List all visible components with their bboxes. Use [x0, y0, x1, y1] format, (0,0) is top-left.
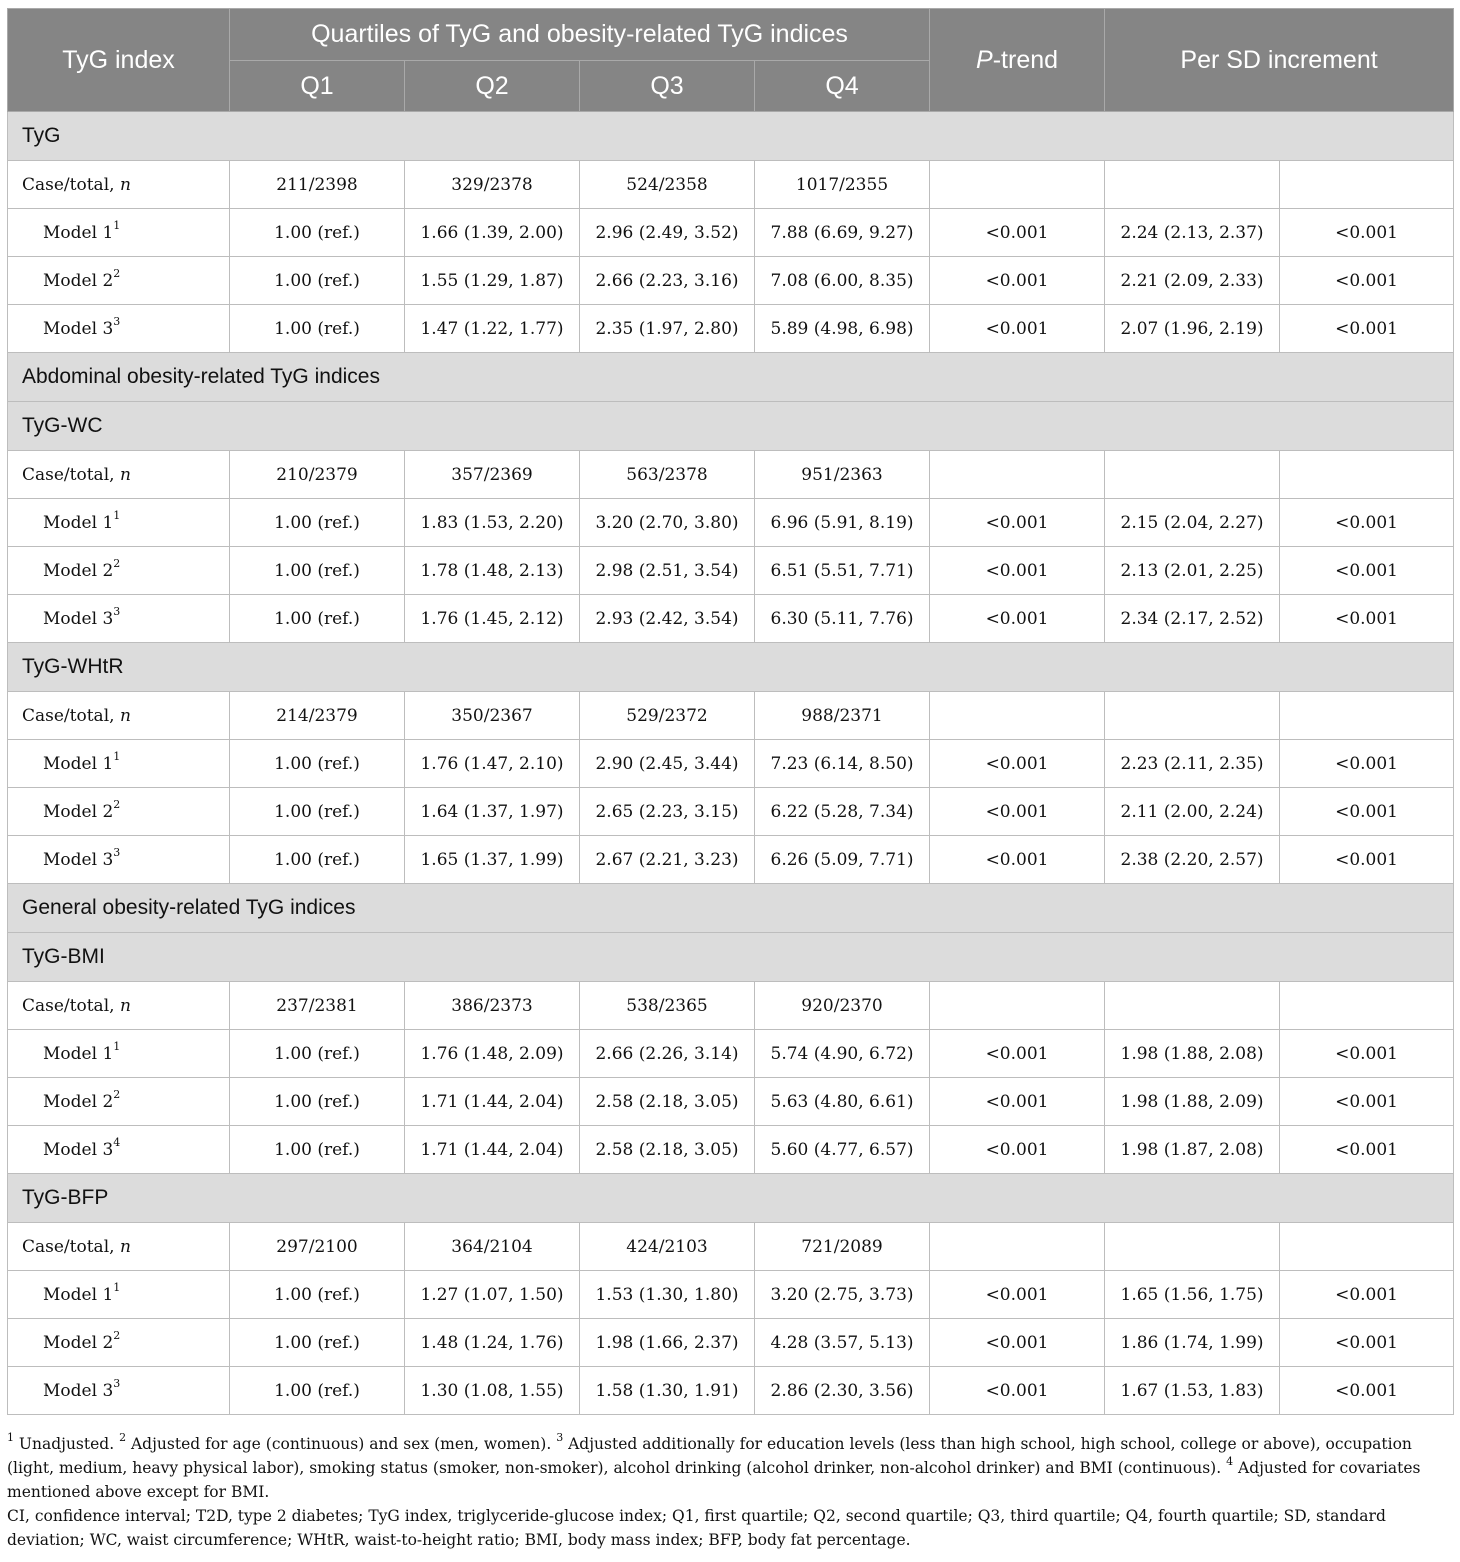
index-title: TyG: [8, 112, 1454, 161]
case-total-q2: 364/2104: [405, 1223, 580, 1271]
case-total-text: Case/total,: [22, 174, 120, 195]
case-total-row: [8, 692, 1454, 740]
model-sd-cell: 2.07 (1.96, 2.19): [1105, 305, 1280, 353]
case-total-q2: 386/2373: [405, 982, 580, 1030]
index-title-row: [8, 643, 1454, 692]
model-row: [8, 305, 1454, 353]
index-title: TyG-BFP: [8, 1174, 1454, 1223]
case-total-q4: 920/2370: [755, 982, 930, 1030]
empty-cell: [930, 692, 1105, 740]
model-q3-cell: 2.66 (2.23, 3.16): [580, 257, 755, 305]
case-total-q3: 424/2103: [580, 1223, 755, 1271]
model-sd-p-cell: <0.001: [1280, 547, 1454, 595]
model-sd-p-cell: <0.001: [1280, 499, 1454, 547]
header-quartiles: Quartiles of TyG and obesity-related TyG indices: [230, 9, 930, 61]
case-total-q3: 529/2372: [580, 692, 755, 740]
model-footnote-mark: 2: [113, 1328, 121, 1342]
model-q4-cell: 7.08 (6.00, 8.35): [755, 257, 930, 305]
model-q3-cell: 2.35 (1.97, 2.80): [580, 305, 755, 353]
model-q1-cell: 1.00 (ref.): [230, 836, 405, 884]
model-label-text: Model: [43, 1043, 103, 1064]
empty-cell: [1105, 692, 1280, 740]
index-title-row: [8, 1174, 1454, 1223]
case-total-row: [8, 982, 1454, 1030]
model-label-text: Model: [43, 1139, 103, 1160]
case-total-label: [8, 692, 230, 740]
model-label: [8, 1367, 230, 1415]
model-sd-p-cell: <0.001: [1280, 1078, 1454, 1126]
table-header: [8, 9, 1454, 112]
section-row: [8, 353, 1454, 402]
model-label-text: Model: [43, 560, 103, 581]
model-q4-cell: 5.89 (4.98, 6.98): [755, 305, 930, 353]
model-q3-cell: 2.66 (2.26, 3.14): [580, 1030, 755, 1078]
footnote-mark-4: 4: [1226, 1454, 1234, 1468]
model-footnote-mark: 3: [113, 314, 121, 328]
model-q3-cell: 2.65 (2.23, 3.15): [580, 788, 755, 836]
case-total-label: [8, 451, 230, 499]
footnotes: [7, 1432, 1453, 1552]
model-q1-cell: 1.00 (ref.): [230, 1030, 405, 1078]
empty-cell: [930, 161, 1105, 209]
case-total-n: n: [119, 1236, 131, 1257]
index-title: TyG-BMI: [8, 933, 1454, 982]
case-total-q4: 1017/2355: [755, 161, 930, 209]
footnote-abbreviations: CI, confidence interval; T2D, type 2 diabetes; TyG index, triglyceride-glucose index; Q1, first quartile; Q2, second quartile; Q3, third quartile; Q4, fourth quartile; SD, standard deviation; WC, waist circumference; WHtR, waist-to-height ratio; BMI, body mass index; BFP, body fat percentage.: [7, 1507, 1386, 1549]
case-total-label: [8, 1223, 230, 1271]
model-p-trend-cell: <0.001: [930, 1030, 1105, 1078]
model-label-text: Model: [43, 270, 103, 291]
model-sd-cell: 2.13 (2.01, 2.25): [1105, 547, 1280, 595]
footnote-mark-3: 3: [556, 1430, 564, 1444]
model-label: [8, 740, 230, 788]
model-q2-cell: 1.47 (1.22, 1.77): [405, 305, 580, 353]
footnote-mark-2: 2: [119, 1430, 127, 1444]
model-sd-p-cell: <0.001: [1280, 1030, 1454, 1078]
header-q4: Q4: [755, 61, 930, 112]
case-total-q3: 524/2358: [580, 161, 755, 209]
footnote-3: Adjusted additionally for education levels (less than high school, high school, college or above), occupation (light, medium, heavy physical labor), smoking status (smoker, non-smoker), alcohol drinking (alcohol drinker, non-alcohol drinker) and BMI (continuous).: [7, 1435, 1412, 1477]
empty-cell: [1280, 451, 1454, 499]
model-q4-cell: 6.30 (5.11, 7.76): [755, 595, 930, 643]
model-label-text: Model: [43, 849, 103, 870]
model-number: 2: [102, 801, 114, 822]
model-p-trend-cell: <0.001: [930, 788, 1105, 836]
model-number: 2: [102, 560, 114, 581]
empty-cell: [1105, 161, 1280, 209]
case-total-n: n: [119, 174, 131, 195]
model-q4-cell: 5.74 (4.90, 6.72): [755, 1030, 930, 1078]
model-label-text: Model: [43, 1332, 103, 1353]
case-total-q3: 563/2378: [580, 451, 755, 499]
model-footnote-mark: 3: [113, 845, 121, 859]
model-sd-cell: 2.24 (2.13, 2.37): [1105, 209, 1280, 257]
model-sd-cell: 1.67 (1.53, 1.83): [1105, 1367, 1280, 1415]
model-q4-cell: 2.86 (2.30, 3.56): [755, 1367, 930, 1415]
model-q4-cell: 7.23 (6.14, 8.50): [755, 740, 930, 788]
model-q3-cell: 2.67 (2.21, 3.23): [580, 836, 755, 884]
footnote-2: Adjusted for age (continuous) and sex (men, women).: [126, 1435, 557, 1453]
model-q3-cell: 2.90 (2.45, 3.44): [580, 740, 755, 788]
model-number: 3: [102, 1380, 114, 1401]
case-total-q1: 237/2381: [230, 982, 405, 1030]
model-label-text: Model: [43, 608, 103, 629]
model-p-trend-cell: <0.001: [930, 1271, 1105, 1319]
model-label: [8, 1271, 230, 1319]
model-q3-cell: 1.98 (1.66, 2.37): [580, 1319, 755, 1367]
model-number: 1: [102, 1284, 114, 1305]
model-q1-cell: 1.00 (ref.): [230, 257, 405, 305]
case-total-q1: 211/2398: [230, 161, 405, 209]
footnote-mark-1: 1: [7, 1430, 14, 1444]
model-p-trend-cell: <0.001: [930, 1078, 1105, 1126]
model-footnote-mark: 3: [113, 604, 121, 618]
model-q1-cell: 1.00 (ref.): [230, 1319, 405, 1367]
model-footnote-mark: 1: [113, 1039, 121, 1053]
model-label-text: Model: [43, 222, 103, 243]
model-q2-cell: 1.27 (1.07, 1.50): [405, 1271, 580, 1319]
model-label: [8, 499, 230, 547]
model-row: [8, 836, 1454, 884]
empty-cell: [1105, 982, 1280, 1030]
model-number: 2: [102, 1091, 114, 1112]
section-heading: Abdominal obesity-related TyG indices: [8, 353, 1454, 402]
model-sd-cell: 1.98 (1.88, 2.08): [1105, 1030, 1280, 1078]
index-title-row: [8, 402, 1454, 451]
model-label: [8, 1078, 230, 1126]
model-label: [8, 1319, 230, 1367]
footnote-models: [7, 1432, 1453, 1504]
model-p-trend-cell: <0.001: [930, 740, 1105, 788]
model-label-text: Model: [43, 512, 103, 533]
section-heading: General obesity-related TyG indices: [8, 884, 1454, 933]
case-total-q2: 350/2367: [405, 692, 580, 740]
model-number: 1: [102, 753, 114, 774]
model-sd-cell: 1.98 (1.88, 2.09): [1105, 1078, 1280, 1126]
model-number: 2: [102, 1332, 114, 1353]
model-number: 2: [102, 270, 114, 291]
empty-cell: [1280, 1223, 1454, 1271]
case-total-row: [8, 451, 1454, 499]
model-sd-p-cell: <0.001: [1280, 1126, 1454, 1174]
model-sd-p-cell: <0.001: [1280, 1319, 1454, 1367]
model-p-trend-cell: <0.001: [930, 305, 1105, 353]
model-sd-cell: 2.23 (2.11, 2.35): [1105, 740, 1280, 788]
case-total-q4: 988/2371: [755, 692, 930, 740]
model-sd-cell: 1.86 (1.74, 1.99): [1105, 1319, 1280, 1367]
model-label: [8, 547, 230, 595]
model-label-text: Model: [43, 753, 103, 774]
case-total-row: [8, 1223, 1454, 1271]
model-q2-cell: 1.76 (1.47, 2.10): [405, 740, 580, 788]
model-footnote-mark: 3: [113, 1376, 121, 1390]
model-label-text: Model: [43, 1284, 103, 1305]
header-q2: Q2: [405, 61, 580, 112]
model-row: [8, 740, 1454, 788]
model-p-trend-cell: <0.001: [930, 547, 1105, 595]
model-row: [8, 499, 1454, 547]
index-title: TyG-WHtR: [8, 643, 1454, 692]
model-q3-cell: 2.96 (2.49, 3.52): [580, 209, 755, 257]
model-q2-cell: 1.71 (1.44, 2.04): [405, 1126, 580, 1174]
model-q4-cell: 5.60 (4.77, 6.57): [755, 1126, 930, 1174]
case-total-row: [8, 161, 1454, 209]
model-p-trend-cell: <0.001: [930, 595, 1105, 643]
model-q2-cell: 1.64 (1.37, 1.97): [405, 788, 580, 836]
model-footnote-mark: 4: [113, 1135, 121, 1149]
case-total-label: [8, 161, 230, 209]
model-number: 3: [102, 318, 114, 339]
model-q3-cell: 2.58 (2.18, 3.05): [580, 1078, 755, 1126]
model-row: [8, 1319, 1454, 1367]
index-title-row: [8, 933, 1454, 982]
model-number: 1: [102, 1043, 114, 1064]
model-p-trend-cell: <0.001: [930, 257, 1105, 305]
model-label: [8, 305, 230, 353]
model-sd-cell: 2.21 (2.09, 2.33): [1105, 257, 1280, 305]
model-label: [8, 1126, 230, 1174]
model-sd-p-cell: <0.001: [1280, 209, 1454, 257]
model-q2-cell: 1.55 (1.29, 1.87): [405, 257, 580, 305]
model-q1-cell: 1.00 (ref.): [230, 305, 405, 353]
empty-cell: [930, 451, 1105, 499]
model-p-trend-cell: <0.001: [930, 1367, 1105, 1415]
model-q1-cell: 1.00 (ref.): [230, 209, 405, 257]
empty-cell: [1280, 982, 1454, 1030]
model-q4-cell: 6.96 (5.91, 8.19): [755, 499, 930, 547]
model-row: [8, 788, 1454, 836]
model-p-trend-cell: <0.001: [930, 1319, 1105, 1367]
model-sd-p-cell: <0.001: [1280, 1271, 1454, 1319]
case-total-n: n: [119, 705, 131, 726]
model-q3-cell: 2.93 (2.42, 3.54): [580, 595, 755, 643]
model-q3-cell: 2.58 (2.18, 3.05): [580, 1126, 755, 1174]
case-total-q2: 357/2369: [405, 451, 580, 499]
case-total-q1: 210/2379: [230, 451, 405, 499]
results-table: [7, 8, 1454, 1415]
empty-cell: [1105, 451, 1280, 499]
model-footnote-mark: 1: [113, 749, 121, 763]
case-total-q3: 538/2365: [580, 982, 755, 1030]
model-q4-cell: 4.28 (3.57, 5.13): [755, 1319, 930, 1367]
model-q1-cell: 1.00 (ref.): [230, 595, 405, 643]
model-sd-cell: 2.11 (2.00, 2.24): [1105, 788, 1280, 836]
header-p-trend: [930, 9, 1105, 112]
case-total-text: Case/total,: [22, 464, 120, 485]
model-q2-cell: 1.76 (1.45, 2.12): [405, 595, 580, 643]
model-q2-cell: 1.71 (1.44, 2.04): [405, 1078, 580, 1126]
empty-cell: [930, 1223, 1105, 1271]
model-row: [8, 209, 1454, 257]
case-total-q1: 214/2379: [230, 692, 405, 740]
model-label: [8, 257, 230, 305]
model-q2-cell: 1.48 (1.24, 1.76): [405, 1319, 580, 1367]
empty-cell: [1105, 1223, 1280, 1271]
model-q2-cell: 1.66 (1.39, 2.00): [405, 209, 580, 257]
model-p-trend-cell: <0.001: [930, 1126, 1105, 1174]
model-footnote-mark: 2: [113, 556, 121, 570]
model-sd-p-cell: <0.001: [1280, 595, 1454, 643]
model-label: [8, 1030, 230, 1078]
model-row: [8, 1078, 1454, 1126]
model-sd-cell: 2.34 (2.17, 2.52): [1105, 595, 1280, 643]
case-total-label: [8, 982, 230, 1030]
case-total-text: Case/total,: [22, 995, 120, 1016]
header-q1: Q1: [230, 61, 405, 112]
header-p-rest: -trend: [992, 45, 1059, 74]
case-total-q2: 329/2378: [405, 161, 580, 209]
case-total-q1: 297/2100: [230, 1223, 405, 1271]
model-footnote-mark: 2: [113, 797, 121, 811]
model-q1-cell: 1.00 (ref.): [230, 1271, 405, 1319]
model-footnote-mark: 2: [113, 266, 121, 280]
index-title-row: [8, 112, 1454, 161]
model-q2-cell: 1.65 (1.37, 1.99): [405, 836, 580, 884]
model-sd-p-cell: <0.001: [1280, 305, 1454, 353]
model-sd-cell: 2.15 (2.04, 2.27): [1105, 499, 1280, 547]
model-number: 3: [102, 608, 114, 629]
model-number: 3: [102, 1139, 114, 1160]
model-q3-cell: 1.53 (1.30, 1.80): [580, 1271, 755, 1319]
case-total-n: n: [119, 995, 131, 1016]
case-total-n: n: [119, 464, 131, 485]
model-sd-cell: 2.38 (2.20, 2.57): [1105, 836, 1280, 884]
model-q4-cell: 5.63 (4.80, 6.61): [755, 1078, 930, 1126]
model-q1-cell: 1.00 (ref.): [230, 1367, 405, 1415]
model-q1-cell: 1.00 (ref.): [230, 1078, 405, 1126]
model-q1-cell: 1.00 (ref.): [230, 1126, 405, 1174]
empty-cell: [1280, 692, 1454, 740]
index-title: TyG-WC: [8, 402, 1454, 451]
header-per-sd: Per SD increment: [1105, 9, 1454, 112]
model-q2-cell: 1.78 (1.48, 2.13): [405, 547, 580, 595]
model-row: [8, 547, 1454, 595]
header-q3: Q3: [580, 61, 755, 112]
model-q2-cell: 1.83 (1.53, 2.20): [405, 499, 580, 547]
table-body: [8, 112, 1454, 1415]
model-footnote-mark: 1: [113, 508, 121, 522]
model-sd-cell: 1.98 (1.87, 2.08): [1105, 1126, 1280, 1174]
empty-cell: [930, 982, 1105, 1030]
model-q4-cell: 6.26 (5.09, 7.71): [755, 836, 930, 884]
model-row: [8, 1271, 1454, 1319]
model-q4-cell: 6.22 (5.28, 7.34): [755, 788, 930, 836]
model-q1-cell: 1.00 (ref.): [230, 788, 405, 836]
model-number: 1: [102, 222, 114, 243]
model-label-text: Model: [43, 801, 103, 822]
model-sd-p-cell: <0.001: [1280, 836, 1454, 884]
model-sd-cell: 1.65 (1.56, 1.75): [1105, 1271, 1280, 1319]
model-p-trend-cell: <0.001: [930, 499, 1105, 547]
model-sd-p-cell: <0.001: [1280, 788, 1454, 836]
model-q3-cell: 2.98 (2.51, 3.54): [580, 547, 755, 595]
model-q1-cell: 1.00 (ref.): [230, 499, 405, 547]
model-sd-p-cell: <0.001: [1280, 1367, 1454, 1415]
model-number: 3: [102, 849, 114, 870]
empty-cell: [1280, 161, 1454, 209]
model-q1-cell: 1.00 (ref.): [230, 740, 405, 788]
model-row: [8, 595, 1454, 643]
model-label: [8, 788, 230, 836]
model-q2-cell: 1.30 (1.08, 1.55): [405, 1367, 580, 1415]
model-label: [8, 595, 230, 643]
model-label-text: Model: [43, 318, 103, 339]
model-number: 1: [102, 512, 114, 533]
model-label: [8, 209, 230, 257]
model-p-trend-cell: <0.001: [930, 836, 1105, 884]
model-q3-cell: 3.20 (2.70, 3.80): [580, 499, 755, 547]
model-q3-cell: 1.58 (1.30, 1.91): [580, 1367, 755, 1415]
model-row: [8, 257, 1454, 305]
model-p-trend-cell: <0.001: [930, 209, 1105, 257]
model-sd-p-cell: <0.001: [1280, 257, 1454, 305]
section-row: [8, 884, 1454, 933]
case-total-q4: 721/2089: [755, 1223, 930, 1271]
model-q4-cell: 7.88 (6.69, 9.27): [755, 209, 930, 257]
model-sd-p-cell: <0.001: [1280, 740, 1454, 788]
model-q1-cell: 1.00 (ref.): [230, 547, 405, 595]
model-q2-cell: 1.76 (1.48, 2.09): [405, 1030, 580, 1078]
footnote-1: Unadjusted.: [14, 1435, 120, 1453]
header-p-italic: P: [976, 45, 993, 74]
model-q4-cell: 3.20 (2.75, 3.73): [755, 1271, 930, 1319]
model-footnote-mark: 1: [113, 1280, 121, 1294]
model-label-text: Model: [43, 1380, 103, 1401]
model-q4-cell: 6.51 (5.51, 7.71): [755, 547, 930, 595]
model-row: [8, 1367, 1454, 1415]
case-total-text: Case/total,: [22, 705, 120, 726]
model-row: [8, 1126, 1454, 1174]
model-label-text: Model: [43, 1091, 103, 1112]
header-tyg-index: TyG index: [8, 9, 230, 112]
model-footnote-mark: 1: [113, 218, 121, 232]
model-row: [8, 1030, 1454, 1078]
footnote-4: Adjusted for covariates mentioned above except for BMI.: [7, 1459, 1421, 1501]
model-footnote-mark: 2: [113, 1087, 121, 1101]
case-total-text: Case/total,: [22, 1236, 120, 1257]
model-label: [8, 836, 230, 884]
case-total-q4: 951/2363: [755, 451, 930, 499]
